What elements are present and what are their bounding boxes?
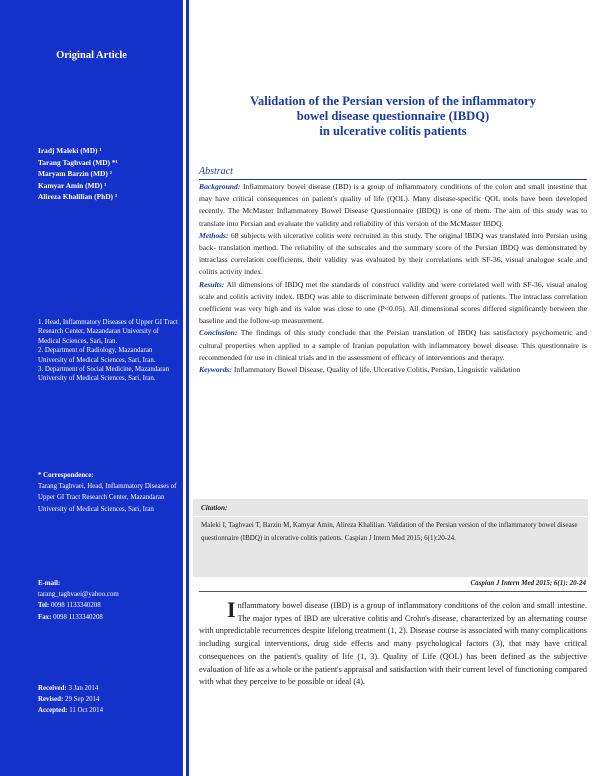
abstract-keywords	[199, 364, 587, 376]
author: Tarang Taghvaei (MD) *¹	[38, 157, 118, 167]
methods-label: Methods:	[199, 230, 229, 240]
results-text: All dimensions of IBDQ met the standards of construct validity and were correlated well with SF-36, visual analog scale and colitis activity index. IBDQ was able to discriminate between different groups of patients. The intraclass correlation coefficient was very high and its value was close to one (P<0.05). All dimensional scores differed significantly between the baseline and the follow-up measurement.	[199, 279, 587, 326]
tel-label: Tel:	[38, 602, 50, 610]
fax-label: Fax:	[38, 613, 52, 621]
journal-divider	[199, 591, 587, 592]
abstract-divider	[199, 179, 587, 180]
citation-box	[193, 499, 588, 577]
background-text: Inflammatory bowel disease (IBD) is a group of inflammatory conditions of the colon and small intestine that may have critical consequences on patient's quality of life (QOL). Many disease-specific QOL tools have been developed recently. The McMaster Inflammatory Bowel Disease Questionnaire (IBDQ) is one of them. The aim of this study was to translate into Persian and evaluate the validity and reliability of this version of the McMaster IBDQ.	[199, 182, 587, 228]
contact-info	[38, 578, 184, 623]
tel-value: 0098 1133340208	[50, 602, 101, 610]
email-address[interactable]: tarang_taghvaei@yahoo.com	[38, 591, 119, 599]
abstract-heading: Abstract	[199, 166, 233, 177]
revised-label: Revised:	[38, 696, 64, 704]
sidebar-stripe-inner	[186, 0, 189, 776]
accepted-date: 11 Oct 2014	[69, 707, 104, 715]
fax-value: 0098 1133340208	[53, 613, 103, 621]
conclusion-label: Conclusion:	[199, 328, 238, 338]
revised-date: 29 Sep 2014	[65, 696, 100, 704]
received-date: 3 Jan 2014	[68, 685, 99, 692]
drop-cap: I	[227, 597, 236, 622]
affiliation: 1. Head, Inflammatory Diseases of Upper GI Tract Research Center, Mazandaran University of Medical Sciences, Sari, Iran.	[38, 319, 178, 345]
keywords-label: Keywords:	[199, 365, 232, 375]
correspondence-text: Tarang Taghvaei, Head, Inflammatory Diseases of Upper GI Tract Research Center, Mazandaran University of Medical Sciences, Sari, Iran	[38, 483, 177, 513]
results-label: Results:	[199, 279, 225, 289]
correspondence	[38, 470, 184, 515]
email-label: E-mail:	[38, 580, 61, 587]
citation-heading: Citation:	[201, 504, 228, 512]
sidebar	[0, 0, 192, 776]
keywords-text: Inflammatory Bowel Disease, Quality of life, Ulcerative Colitis, Persian, Linguistic validation	[233, 365, 521, 375]
title-line: in ulcerative colitis patients	[319, 124, 467, 139]
abstract-conclusion	[199, 327, 587, 364]
abstract	[199, 181, 587, 376]
affiliations	[38, 318, 182, 384]
conclusion-text: The findings of this study conclude that the Persian translation of IBDQ has satisfactory psychometric and cultural properties when applied to a sample of Iranian population with inflammatory bowel disease. This questionnaire is recommended for use in clinical trials and in the assessment of efficacy of interventions and therapy.	[199, 328, 587, 362]
article-type: Original Article	[56, 50, 127, 61]
body-text	[199, 597, 587, 689]
methods-text: 68 subjects with ulcerative colitis were recruited in this study. The original IBDQ was translated into Persian using back- translation method. The reliability of the subscales and the summary score of the Persian IBDQ was demonstrated by intraclass correlation coefficients, their validity was evaluated by their correlations with SF-36, visual analogue scale and colitis activity index.	[199, 230, 587, 277]
citation-text: Maleki I, Taghvaei T, Barzin M, Kamyar Amin, Alireza Khalilian. Validation of the Persian version of the inflammatory bowel disease questionnaire (IBDQ) in ulcerative colitis patients. Caspian J Intern Med 2015; 6(1):20-24.	[201, 521, 578, 543]
abstract-results	[199, 279, 587, 328]
correspondence-heading: * Correspondence:	[38, 472, 94, 479]
title-line: Validation of the Persian version of the inflammatory	[249, 94, 537, 108]
abstract-methods	[199, 230, 587, 279]
abstract-background	[199, 181, 587, 230]
body-paragraph: nflammatory bowel disease (IBD) is a group of inflammatory conditions of the colon and small intestine. The major types of IBD are ulcerative colitis and Crohn's disease, characterized by an alternating course with unpredictable recurrences despite lifelong treatment (1, 2). Disease course is associated with many complications including surgical interventions, drug side effects and many psychological factors (3), that may have critical consequences on the patient's quality of life (1, 3). Quality of Life (QOL) has been defined as the subjective evaluation of life as a whole or the patient's appraisal and satisfaction with their current level of functioning compared with what they perceive to be possible or ideal (4).	[199, 601, 587, 687]
article-title	[200, 94, 586, 140]
journal-reference: Caspian J Intern Med 2015; 6(1): 20-24	[470, 579, 586, 587]
background-label: Background:	[199, 182, 241, 191]
author: Maryam Barzin (MD) ²	[38, 169, 112, 178]
affiliation: 2. Department of Radiology, Mazandaran University of Medical Sciences, Sari, Iran.	[38, 347, 156, 364]
author: Iradj Maleki (MD) ¹	[38, 146, 102, 155]
article-dates	[38, 683, 103, 717]
citation-divider	[193, 516, 588, 517]
affiliation: 3. Department of Social Medicine, Mazandaran University of Medical Sciences, Sari, Iran.	[38, 366, 170, 383]
accepted-label: Accepted:	[38, 707, 68, 715]
received-label: Received:	[38, 685, 67, 692]
author-list	[38, 145, 118, 203]
title-line: bowel disease questionnaire (IBDQ)	[296, 109, 490, 124]
author: Alireza Khalilian (PhD) ³	[38, 192, 118, 201]
author: Kamyar Amin (MD) ¹	[38, 180, 107, 190]
